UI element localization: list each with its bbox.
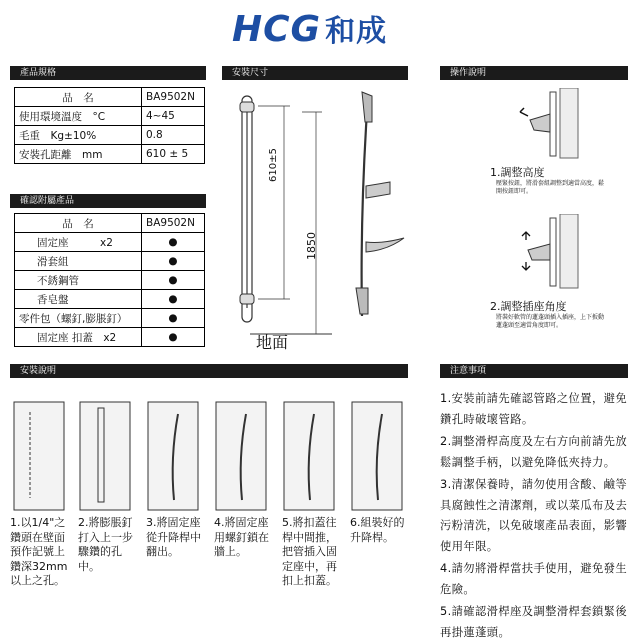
spec-cell: 610 ± 5 bbox=[142, 145, 205, 164]
table-row bbox=[15, 145, 205, 164]
table-row bbox=[15, 271, 205, 290]
adjust-angle-diagram bbox=[490, 214, 580, 290]
install-size-drawing bbox=[222, 82, 412, 352]
table-row bbox=[15, 88, 205, 107]
acc-cell: 固定座 扣蓋 x2 bbox=[15, 328, 142, 347]
hole-distance-label: 610±5 bbox=[268, 148, 279, 182]
section-install-size: 安裝尺寸 bbox=[222, 66, 408, 80]
table-row bbox=[15, 290, 205, 309]
table-row bbox=[15, 309, 205, 328]
height-label: 1850 bbox=[305, 232, 318, 260]
acc-cell: 零件包（螺釘,膨脹釘） bbox=[15, 309, 142, 328]
spec-cell: 安裝孔距離 mm bbox=[15, 145, 142, 164]
acc-check: ● bbox=[142, 290, 205, 309]
brand-chinese: 和成 bbox=[325, 14, 388, 49]
spec-cell: 4~45 bbox=[142, 107, 205, 126]
table-row bbox=[15, 214, 205, 233]
acc-header-model: BA9502N bbox=[142, 214, 205, 233]
install-step-2: 2.將膨脹釘打入上一步驟鑽的孔中。 bbox=[78, 516, 133, 573]
table-row bbox=[15, 233, 205, 252]
note-item: 1.安裝前請先確認管路之位置，避免鑽孔時破壞管路。 bbox=[440, 392, 628, 426]
ground-label: 地面 bbox=[256, 333, 289, 352]
brand-logo bbox=[232, 6, 387, 50]
notes-list bbox=[440, 389, 630, 643]
section-operation: 操作說明 bbox=[440, 66, 628, 80]
table-row bbox=[15, 252, 205, 271]
install-steps-drawings bbox=[10, 398, 410, 514]
note-item: 5.請確認滑桿座及調整滑桿套鎖緊後再掛蓮蓬頭。 bbox=[440, 605, 628, 639]
note-item: 3.清潔保養時，請勿使用含酸、鹼等具腐蝕性之清潔劑，或以菜瓜布及去污粉清洗，以免破壞產品表面，影響使用年限。 bbox=[440, 478, 628, 553]
spec-cell: 0.8 bbox=[142, 126, 205, 145]
install-step-4: 4.將固定座用螺釘鎖在牆上。 bbox=[214, 516, 269, 558]
note-item: 4.請勿將滑桿當扶手使用，避免發生危險。 bbox=[440, 562, 628, 596]
table-row bbox=[15, 107, 205, 126]
section-install-steps: 安裝說明 bbox=[10, 364, 408, 378]
step2-desc: 將裝好軟管的蓮蓬頭插入插座，上下扳動蓮蓬頭至適當角度即可。 bbox=[496, 314, 605, 329]
spec-cell: 使用環境溫度 °C bbox=[15, 107, 142, 126]
table-row bbox=[15, 126, 205, 145]
install-step-6: 6.組裝好的升降桿。 bbox=[350, 516, 405, 544]
install-step-5: 5.將扣蓋往桿中間推，把管插入固定座中，再扣上扣蓋。 bbox=[282, 516, 337, 587]
spec-cell: 毛重 Kg±10% bbox=[15, 126, 142, 145]
accessory-table bbox=[14, 213, 205, 347]
spec-table bbox=[14, 87, 205, 164]
acc-check: ● bbox=[142, 252, 205, 271]
spec-header-model: BA9502N bbox=[142, 88, 205, 107]
acc-check: ● bbox=[142, 233, 205, 252]
spec-header-name: 品 名 bbox=[15, 88, 142, 107]
acc-cell: 固定座 x2 bbox=[15, 233, 142, 252]
acc-cell: 滑套組 bbox=[15, 252, 142, 271]
acc-cell: 不銹鋼管 bbox=[15, 271, 142, 290]
step1-desc: 壓緊按鈕，將滑套組調整到適當高度，鬆開按鈕即可。 bbox=[496, 180, 605, 195]
acc-check: ● bbox=[142, 271, 205, 290]
step2-title: 2.調整插座角度 bbox=[490, 300, 567, 313]
acc-cell: 香皂盤 bbox=[15, 290, 142, 309]
table-row bbox=[15, 328, 205, 347]
acc-check: ● bbox=[142, 328, 205, 347]
section-spec: 產品規格 bbox=[10, 66, 206, 80]
brand-latin: HCG bbox=[232, 9, 322, 50]
acc-header-name: 品 名 bbox=[15, 214, 142, 233]
section-accessories: 確認附屬產品 bbox=[10, 194, 206, 208]
note-item: 2.調整滑桿高度及左右方向前請先放鬆調整手柄，以避免降低夾持力。 bbox=[440, 435, 628, 469]
step1-title: 1.調整高度 bbox=[490, 166, 545, 179]
install-step-1: 1.以1/4"之鑽頭在壁面預作記號上鑽深32mm以上之孔。 bbox=[10, 516, 68, 587]
adjust-height-diagram bbox=[490, 88, 580, 160]
install-step-3: 3.將固定座從升降桿中翻出。 bbox=[146, 516, 201, 558]
section-notes: 注意事項 bbox=[440, 364, 628, 378]
acc-check: ● bbox=[142, 309, 205, 328]
